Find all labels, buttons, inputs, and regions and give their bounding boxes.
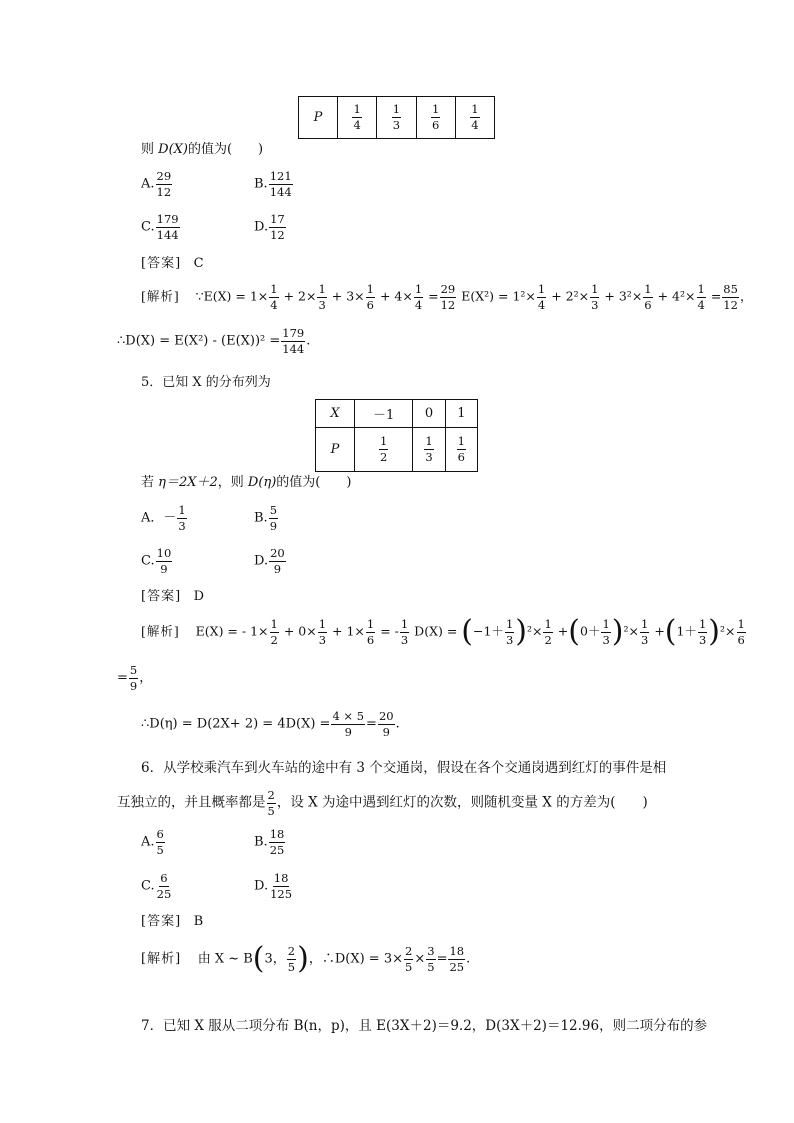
table-row <box>316 428 478 472</box>
table-cell: －1 <box>355 400 413 428</box>
q6-answer: [答案] B <box>141 914 204 929</box>
q5-option-a: A．－ $\frac{1}{3}$ <box>141 503 186 533</box>
q5-option-d: D. $\frac{20}{9}$ <box>254 546 285 576</box>
q6-option-c: C. $\frac{6}{25}$ <box>141 871 172 901</box>
q6-option-a: A. $\frac{6}{5}$ <box>141 827 164 857</box>
q4-stem: 则 D(X)的值为( ) <box>141 142 264 157</box>
q4-analysis-line2: ∴D(X) = E(X²) - (E(X))² = $\frac{179}{144}$ . <box>117 326 311 356</box>
table-cell: 0 <box>413 400 445 428</box>
table-cell: X <box>316 400 355 428</box>
q4-option-c: C. $\frac{179}{144}$ <box>141 212 179 242</box>
q5-distribution-table <box>315 399 478 472</box>
q5-stem: 5．已知 X 的分布列为 <box>141 375 271 390</box>
table-cell: $\frac{1}{3}$ <box>413 428 445 472</box>
q4-option-a: A. $\frac{29}{12}$ <box>141 169 172 199</box>
q5-analysis-line3: ∴D(η) = D(2X+ 2) = 4D(X) = $\frac{4 \times 5}{9}$ = $\frac{20}{9}$ . <box>141 709 400 739</box>
q5-option-b: B. $\frac{5}{9}$ <box>254 503 278 533</box>
q7-stem-line1: 7．已知 X 服从二项分布 B(n，p)，且 E(3X＋2)＝9.2，D(3X＋2)＝12.96，则二项分布的参 <box>141 1018 708 1034</box>
q5-option-c: C. $\frac{10}{9}$ <box>141 546 172 576</box>
table-cell: $\frac{1}{6}$ <box>445 428 477 472</box>
table-cell: $\frac{1}{4}$ <box>338 97 377 139</box>
q6-option-b: B. $\frac{18}{25}$ <box>254 827 285 857</box>
q6-option-d: D. $\frac{18}{125}$ <box>254 871 293 901</box>
table-row <box>299 97 495 139</box>
q4-analysis-line1: [解析] ∵E(X) = 1× $\frac{1}{4}$ + 2× $\frac{1}{3}$ + 3× $\frac{1}{6}$ + 4× $\frac{1}{4}$ = $\frac{29}{12}$ E(X²) = 1²× $\frac{1}{4}$ + 2²× $\frac{1}{3}$ + 3²× $\frac{1}{6}$ + 4²× $\frac{1}{4}$ = $\frac{85}{12}$ ， <box>141 282 753 312</box>
table-cell: P <box>316 428 355 472</box>
q5-answer: [答案] D <box>141 589 204 604</box>
q6-analysis: [解析] 由 X ~ B(3， $\frac{2}{5}$ )，∴D(X) = 3× $\frac{2}{5}$ × $\frac{3}{5}$ = $\frac{18}{25}$ . <box>141 941 471 976</box>
q5-analysis-line2: = $\frac{5}{9}$ ， <box>117 663 153 693</box>
table-cell: $\frac{1}{6}$ <box>416 97 455 139</box>
q5-stem2: 若 η＝2X＋2，则 D(η)的值为( ) <box>141 475 352 490</box>
q4-distribution-table <box>298 96 495 139</box>
table-cell: 1 <box>445 400 477 428</box>
table-cell: $\frac{1}{3}$ <box>377 97 416 139</box>
table-cell: $\frac{1}{4}$ <box>455 97 494 139</box>
q4-option-b: B. $\frac{121}{144}$ <box>254 169 292 199</box>
table-cell: P <box>299 97 338 139</box>
q6-stem-line2: 互独立的，并且概率都是 $\frac{2}{5}$ ，设 X 为途中遇到红灯的次数，则随机变量 X 的方差为( ) <box>117 788 648 818</box>
q5-analysis-line1: [解析] E(X) = - 1× $\frac{1}{2}$ + 0× $\frac{1}{3}$ + 1× $\frac{1}{6}$ = - $\frac{1}{3}$ D(X) = (−1＋ $\frac{1}{3}$ )²× $\frac{1}{2}$ +(0＋ $\frac{1}{3}$ )²× $\frac{1}{3}$ +(1＋ $\frac{1}{3}$ )²× $\frac{1}{6}$ <box>141 614 745 649</box>
table-row <box>316 400 478 428</box>
table-cell: $\frac{1}{2}$ <box>355 428 413 472</box>
q4-option-d: D. $\frac{17}{12}$ <box>254 212 285 242</box>
q4-answer: [答案] C <box>141 256 204 271</box>
q6-stem-line1: 6．从学校乘汽车到火车站的途中有 3 个交通岗，假设在各个交通岗遇到红灯的事件是相 <box>141 760 667 776</box>
